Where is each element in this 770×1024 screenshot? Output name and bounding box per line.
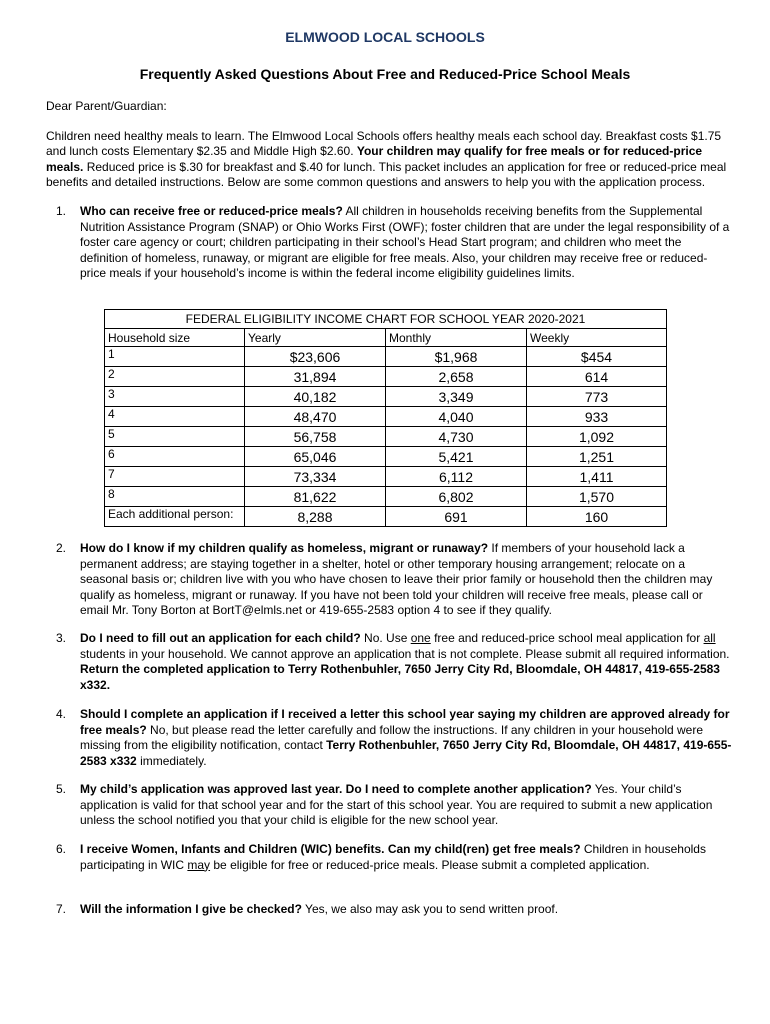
table-caption: FEDERAL ELIGIBILITY INCOME CHART FOR SCHOOL YEAR 2020-2021 — [105, 310, 667, 329]
faq-answer: immediately. — [136, 753, 207, 768]
household-size: 2 — [105, 367, 245, 387]
yearly-value: 40,182 — [245, 387, 386, 407]
weekly-value: 614 — [527, 367, 667, 387]
faq-question: Who can receive free or reduced-price meals? — [80, 204, 343, 218]
household-size: Each additional person: — [105, 507, 245, 527]
intro-paragraph — [46, 129, 736, 191]
table-row — [105, 507, 667, 527]
monthly-value: 6,112 — [386, 467, 527, 487]
faq-question: Do I need to fill out an application for each child? — [80, 631, 361, 645]
yearly-value: 56,758 — [245, 427, 386, 447]
underlined-word: may — [187, 857, 211, 872]
faq-answer: free and reduced-price school meal application for — [430, 631, 704, 645]
weekly-value: 1,251 — [527, 447, 667, 467]
monthly-value: 4,730 — [386, 427, 527, 447]
page-title: Frequently Asked Questions About Free and Reduced-Price School Meals — [139, 66, 631, 82]
faq-number: 2. — [56, 541, 67, 555]
faq-number: 6. — [56, 842, 67, 856]
household-size: 4 — [105, 407, 245, 427]
table-row — [105, 487, 667, 507]
faq-item-2 — [56, 541, 732, 619]
faq-number: 3. — [56, 631, 67, 645]
school-name: ELMWOOD LOCAL SCHOOLS — [285, 29, 485, 45]
weekly-value: 1,092 — [527, 427, 667, 447]
monthly-value: 2,658 — [386, 367, 527, 387]
faq-question: How do I know if my children qualify as homeless, migrant or runaway? — [80, 541, 489, 555]
yearly-value: 48,470 — [245, 407, 386, 427]
faq-item-3 — [56, 631, 732, 693]
faq-answer: If members of your household lack a permanent address; are staying together in a shelter, hotel or other temporary housing arrangement; relocate on a seasonal basis or; children live with you who have chosen to leave their prior family or household then the children may qualify as homeless, migrant or runaway. If you have not been told your children will receive free meals, please call or email Mr. Tony Borton at BortT@elmls.net or 419-655-2583 option 4 to see if they qualify. — [80, 541, 713, 618]
underlined-word: all — [703, 631, 716, 645]
faq-question: My child’s application was approved last year. Do I need to complete another application? — [80, 782, 592, 796]
table-row — [105, 407, 667, 427]
household-size: 5 — [105, 427, 245, 447]
column-header: Monthly — [386, 329, 527, 347]
column-header: Yearly — [245, 329, 386, 347]
household-size: 8 — [105, 487, 245, 507]
weekly-value: 773 — [527, 387, 667, 407]
faq-answer: Yes. Your child’s application is valid for that school year and for the start of this school year. You are required to submit a new application unless the school notified you that your child is eligible for the new school year. — [80, 782, 713, 828]
weekly-value: $454 — [527, 347, 667, 367]
faq-number: 4. — [56, 707, 67, 721]
household-size: 1 — [105, 347, 245, 367]
monthly-value: $1,968 — [386, 347, 527, 367]
faq-number: 7. — [56, 902, 67, 916]
weekly-value: 933 — [527, 407, 667, 427]
faq-item-1 — [56, 204, 732, 282]
monthly-value: 6,802 — [386, 487, 527, 507]
intro-bold: Your children may qualify for free meals or for reduced-price meals. — [46, 144, 703, 174]
faq-item-5 — [56, 782, 732, 829]
household-size: 6 — [105, 447, 245, 467]
yearly-value: 8,288 — [245, 507, 386, 527]
table-row — [105, 427, 667, 447]
faq-answer: students in your household. We cannot approve an application that is not complete. Please submit all required information. — [80, 646, 730, 661]
weekly-value: 160 — [527, 507, 667, 527]
faq-number: 1. — [56, 204, 67, 218]
faq-number: 5. — [56, 782, 67, 796]
faq-answer: be eligible for free or reduced-price meals. Please submit a completed application. — [210, 857, 650, 872]
table-row — [105, 347, 667, 367]
faq-question: I receive Women, Infants and Children (WIC) benefits. Can my child(ren) get free meals? — [80, 842, 581, 856]
yearly-value: 65,046 — [245, 447, 386, 467]
yearly-value: 81,622 — [245, 487, 386, 507]
column-header: Weekly — [527, 329, 667, 347]
weekly-value: 1,411 — [527, 467, 667, 487]
faq-answer: All children in households receiving benefits from the Supplemental Nutrition Assistance Program (SNAP) or Ohio Works First (OWF); foster children that are under the legal responsibility of a foster care agency or court; children participating in their school’s Head Start program; and children who meet the definition of homeless, runaway, or migrant are eligible for free meals. Also, your children may receive free or reduced-price meals if your household’s income is within the federal income eligibility guidelines limits. — [80, 204, 730, 281]
salutation: Dear Parent/Guardian: — [46, 99, 167, 113]
intro-text-1: Children need healthy meals to learn. The Elmwood Local Schools offers healthy meals each school day. Breakfast costs $1.75 and lunch costs Elementary $2.35 and Middle High $2.60. — [46, 129, 722, 159]
intro-text-2: Reduced price is $.30 for breakfast and $.40 for lunch. This packet includes an application for free or reduced-price meal benefits and detailed instructions. Below are some common questions and answers to help you with the application process. — [46, 159, 727, 190]
table-row — [105, 367, 667, 387]
underlined-word: one — [410, 631, 431, 645]
household-size: 3 — [105, 387, 245, 407]
yearly-value: $23,606 — [245, 347, 386, 367]
yearly-value: 73,334 — [245, 467, 386, 487]
household-size: 7 — [105, 467, 245, 487]
faq-item-7 — [56, 902, 732, 918]
column-header: Household size — [105, 329, 245, 347]
weekly-value: 1,570 — [527, 487, 667, 507]
faq-answer: Children in households participating in WIC — [80, 842, 706, 872]
faq-item-4 — [56, 707, 732, 769]
table-row — [105, 447, 667, 467]
faq-item-6 — [56, 842, 732, 873]
return-address: Return the completed application to Terry Rothenbuhler, 7650 Jerry City Rd, Bloomdale, OH 44817, 419-655-2583 x332. — [80, 662, 720, 692]
faq-answer: No. Use — [360, 631, 411, 645]
monthly-value: 5,421 — [386, 447, 527, 467]
income-eligibility-table — [104, 309, 667, 527]
yearly-value: 31,894 — [245, 367, 386, 387]
monthly-value: 691 — [386, 507, 527, 527]
faq-question: Should I complete an application if I received a letter this school year saying my children are approved already for free meals? — [80, 707, 730, 737]
monthly-value: 3,349 — [386, 387, 527, 407]
table-row — [105, 387, 667, 407]
faq-answer: Yes, we also may ask you to send written proof. — [301, 902, 559, 916]
faq-question: Will the information I give be checked? — [80, 902, 302, 916]
faq-answer: No, but please read the letter carefully and follow the instructions. If any children in your household were missing from the eligibility notification, contact — [80, 722, 704, 753]
contact-address: Terry Rothenbuhler, 7650 Jerry City Rd, Bloomdale, OH 44817, 419-655-2583 x332 — [80, 738, 732, 768]
table-row — [105, 467, 667, 487]
monthly-value: 4,040 — [386, 407, 527, 427]
